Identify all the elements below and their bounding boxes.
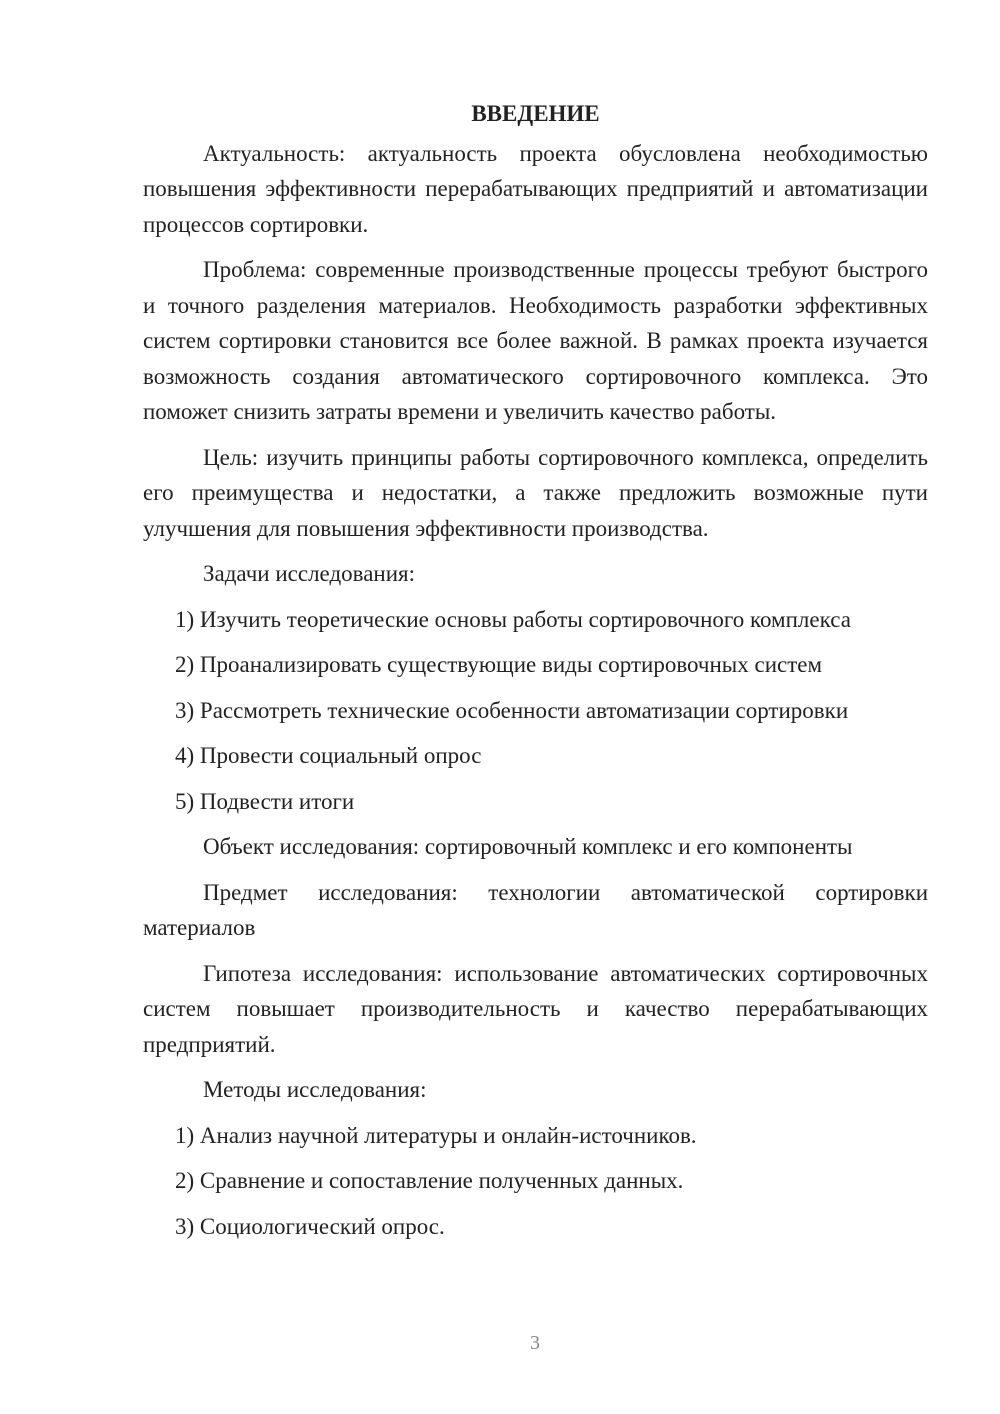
- list-item: 5) Подвести итоги: [175, 788, 355, 814]
- hypothesis-paragraph: Гипотеза исследования: использование автоматических сортировочных систем повышает производительность и качество перерабатывающих предприятий.: [143, 960, 928, 1057]
- list-item: 3) Рассмотреть технические особенности автоматизации сортировки: [175, 697, 849, 723]
- object-paragraph: Объект исследования: сортировочный комплекс и его компоненты: [203, 834, 853, 859]
- methods-label: Методы исследования:: [203, 1077, 427, 1102]
- page-title: ВВЕДЕНИЕ: [471, 101, 600, 126]
- list-item: 2) Проанализировать существующие виды сортировочных систем: [175, 652, 823, 677]
- list-item: 2) Сравнение и сопоставление полученных данных.: [175, 1168, 684, 1193]
- list-item: 4) Провести социальный опрос: [175, 743, 482, 768]
- page-number: 3: [530, 1332, 540, 1354]
- list-item: 3) Социологический опрос.: [175, 1213, 445, 1239]
- relevance-paragraph: Актуальность: актуальность проекта обусловлена необходимостью повышения эффективности перерабатывающих предприятий и автоматизации процессов сортировки.: [143, 140, 928, 237]
- subject-paragraph: Предмет исследования: технологии автоматической сортировки материалов: [143, 879, 928, 940]
- list-item: 1) Изучить теоретические основы работы сортировочного комплекса: [175, 606, 851, 632]
- problem-paragraph: Проблема: современные производственные процессы требуют быстрого и точного разделения материалов. Необходимость разработки эффективных систем сортировки становится все более важной. В рамках проекта изучается возможность создания автоматического сортировочного комплекса. Это поможет снизить затраты времени и увеличить качество работы.: [143, 257, 928, 424]
- goal-paragraph: Цель: изучить принципы работы сортировочного комплекса, определить его преимущества и недостатки, а также предложить возможные пути улучшения для повышения эффективности производства.: [143, 444, 928, 541]
- tasks-list: [143, 602, 928, 820]
- list-item: 1) Анализ научной литературы и онлайн-источников.: [175, 1122, 697, 1148]
- methods-list: [143, 1118, 928, 1245]
- tasks-label: Задачи исследования:: [203, 561, 416, 586]
- page-content: [143, 96, 928, 1254]
